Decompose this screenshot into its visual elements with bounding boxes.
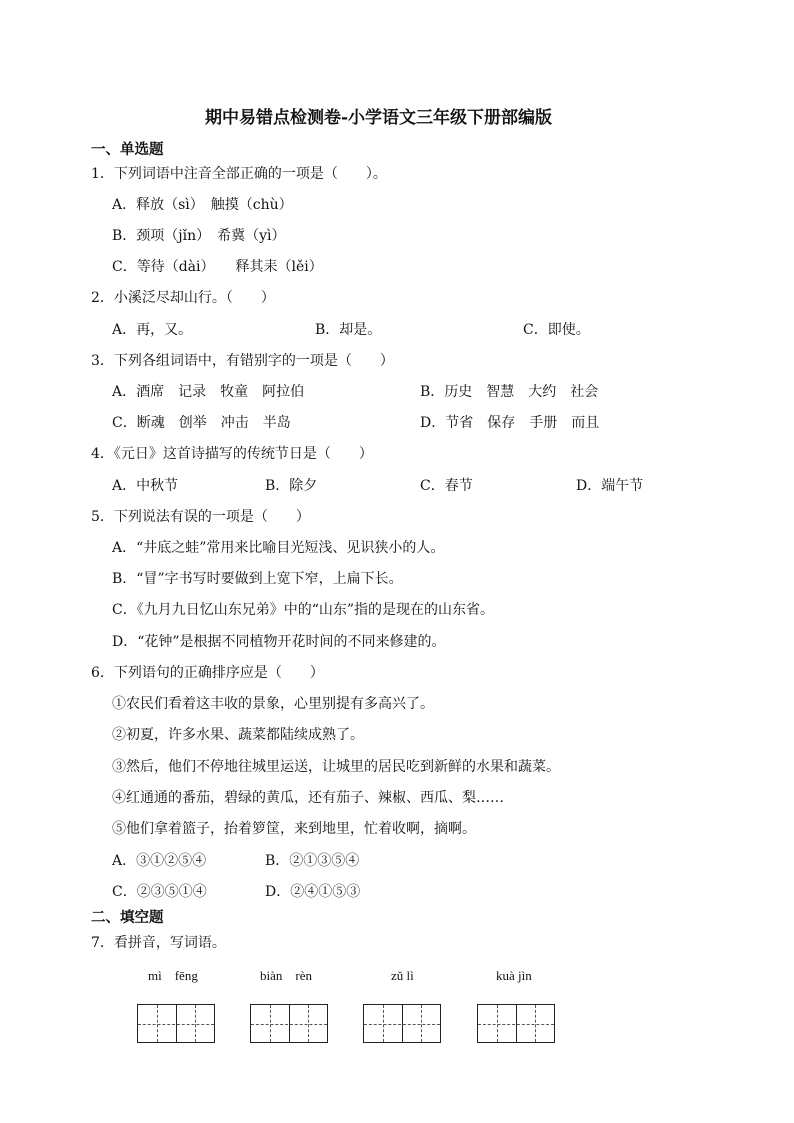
question-3-stem: 3．下列各组词语中，有错别字的一项是（ ） bbox=[91, 353, 394, 369]
question-3-option-b: B．历史 智慧 大约 社会 bbox=[420, 384, 599, 400]
question-1-option-c: C．等待（dài） 释其耒（lěi） bbox=[112, 259, 323, 275]
section-heading-fill-in: 二、填空题 bbox=[91, 909, 164, 926]
question-6-sentence-1: ①农民们看着这丰收的景象，心里别提有多高兴了。 bbox=[112, 696, 434, 712]
question-1-option-a: A．释放（sì） 触摸（chù） bbox=[112, 197, 293, 213]
question-3-option-a: A．酒席 记录 牧童 阿拉伯 bbox=[112, 384, 305, 400]
question-4-option-c: C．春节 bbox=[420, 478, 473, 494]
pinyin-1: mì fēng bbox=[148, 968, 198, 983]
question-5-option-b: B．“冒”字书写时要做到上宽下窄，上扁下长。 bbox=[112, 571, 403, 587]
question-3-option-c: C．断魂 创举 冲击 半岛 bbox=[112, 415, 291, 431]
question-6-option-d: D．②④①⑤③ bbox=[265, 884, 361, 900]
writing-grid-4[interactable] bbox=[477, 1004, 555, 1043]
question-5-option-c: C．《九月九日忆山东兄弟》中的“山东”指的是现在的山东省。 bbox=[112, 602, 495, 618]
question-6-option-c: C．②③⑤①④ bbox=[112, 884, 207, 900]
page-title: 期中易错点检测卷-小学语文三年级下册部编版 bbox=[205, 108, 553, 128]
question-6-sentence-5: ⑤他们拿着篮子，抬着箩筐，来到地里，忙着收啊，摘啊。 bbox=[112, 821, 476, 837]
question-1-stem: 1．下列词语中注音全部正确的一项是（ ）。 bbox=[91, 166, 387, 182]
question-6-sentence-3: ③然后，他们不停地往城里运送，让城里的居民吃到新鲜的水果和蔬菜。 bbox=[112, 759, 560, 775]
writing-grid-2[interactable] bbox=[250, 1004, 328, 1043]
writing-grid-3[interactable] bbox=[363, 1004, 441, 1043]
question-5-option-d: D．“花钟”是根据不同植物开花时间的不同来修建的。 bbox=[112, 634, 446, 650]
writing-grid-1[interactable] bbox=[137, 1004, 215, 1043]
pinyin-2: biàn rèn bbox=[260, 968, 312, 983]
question-4-stem: 4．《元日》这首诗描写的传统节日是（ ） bbox=[91, 446, 373, 462]
question-6-stem: 6．下列语句的正确排序应是（ ） bbox=[91, 665, 324, 681]
question-6-option-a: A．③①②⑤④ bbox=[112, 853, 207, 869]
question-5-stem: 5．下列说法有误的一项是（ ） bbox=[91, 509, 310, 525]
question-2-stem: 2．小溪泛尽却山行。（ ） bbox=[91, 290, 275, 306]
question-6-sentence-4: ④红通通的番茄，碧绿的黄瓜，还有茄子、辣椒、西瓜、梨…… bbox=[112, 790, 504, 806]
question-4-option-b: B．除夕 bbox=[265, 478, 318, 494]
section-heading-single-choice: 一、单选题 bbox=[91, 141, 164, 158]
question-6-option-b: B．②①③⑤④ bbox=[265, 853, 360, 869]
question-1-option-b: B．颈项（jǐn） 希冀（yì） bbox=[112, 228, 286, 244]
question-2-option-b: B．却是。 bbox=[315, 322, 382, 338]
question-4-option-a: A．中秋节 bbox=[112, 478, 179, 494]
question-6-sentence-2: ②初夏，许多水果、蔬菜都陆续成熟了。 bbox=[112, 727, 364, 743]
question-3-option-d: D．节省 保存 手册 而且 bbox=[420, 415, 600, 431]
question-7-stem: 7．看拼音，写词语。 bbox=[91, 935, 226, 951]
pinyin-4: kuà jìn bbox=[496, 968, 532, 983]
question-2-option-a: A．再，又。 bbox=[112, 322, 193, 338]
question-5-option-a: A．“井底之蛙”常用来比喻目光短浅、见识狭小的人。 bbox=[112, 540, 445, 556]
pinyin-3: zǔ lì bbox=[391, 968, 414, 983]
question-2-option-c: C．即使。 bbox=[523, 322, 590, 338]
question-4-option-d: D．端午节 bbox=[576, 478, 644, 494]
